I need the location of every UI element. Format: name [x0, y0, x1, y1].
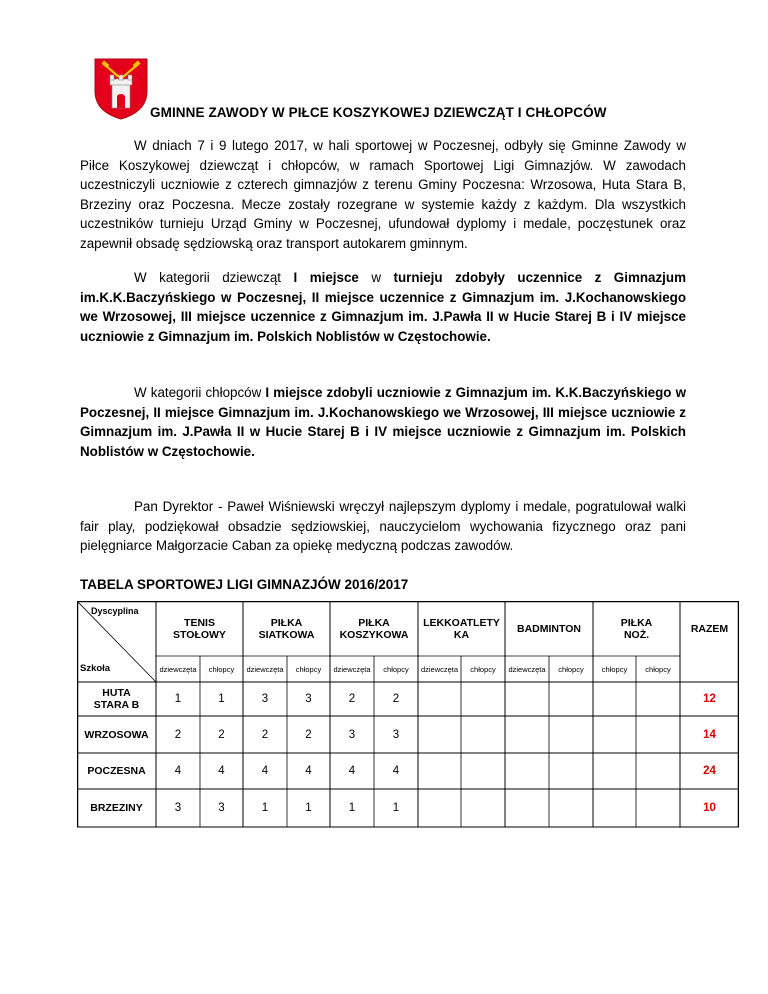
score-cell [505, 716, 549, 753]
sub-header-boys: chłopcy [208, 664, 235, 674]
score-cell: 2 [174, 728, 182, 741]
sub-header-girls: dziewczęta [246, 664, 284, 674]
score-cell [593, 789, 636, 827]
score-cell [418, 716, 461, 753]
score-cell: 4 [174, 765, 182, 777]
sub-header-boys: chłopcy [295, 664, 322, 674]
score-cell [593, 753, 636, 789]
discipline-header: BADMINTON [517, 622, 581, 635]
score-cell [505, 753, 549, 789]
score-cell: 1 [174, 693, 182, 705]
score-cell [549, 716, 593, 753]
score-cell: 4 [392, 765, 400, 777]
score-cell [593, 682, 636, 716]
discipline-header: LEKKOATLETY KA [423, 616, 500, 641]
score-cell: 4 [261, 765, 269, 777]
total-header: RAZEM [690, 622, 729, 635]
discipline-header: TENIS STOŁOWY [173, 616, 226, 641]
score-cell: 2 [348, 693, 356, 705]
score-cell: 2 [261, 728, 269, 741]
sub-header-boys: chłopcy [601, 664, 628, 674]
total-cell: 24 [703, 765, 716, 777]
corner-school-label: Szkoła [80, 663, 111, 674]
total-cell: 10 [703, 802, 716, 814]
paragraph-intro: W dniach 7 i 9 lutego 2017, w hali sportowej w Poczesnej, odbyły się Gminne Zawody w Piłce Koszykowej dziewcząt i chłopców, w ramach Sportowej Ligi Gimnazjów. W zawodach uczestniczyli uczniowie z czterech gimnazjów z terenu Gminy Poczesna: Wrzosowa, Huta Stara B, Brzeziny oraz Poczesna. Mecze zostały rozegrane w systemie każdy z każdym. Dla wszystkich uczestników turnieju Urząd Gminy w Poczesnej, ufundował dyplomy i medale, poczęstunek oraz zapewnił obsadę sędziowską oraz transport autokarem gminnym. [80, 138, 686, 251]
sub-header-boys: chłopcy [645, 664, 671, 674]
score-cell: 4 [218, 765, 225, 777]
sub-header-girls: dziewczęta [420, 664, 459, 674]
score-cell: 3 [218, 802, 225, 814]
coat-of-arms-icon [93, 57, 149, 121]
score-cell: 3 [392, 728, 400, 741]
corner-discipline-label: Dyscyplina [91, 606, 139, 616]
score-cell [461, 789, 505, 827]
score-cell: 1 [218, 693, 225, 705]
score-cell [549, 682, 593, 716]
score-cell [593, 716, 636, 753]
sub-header-girls: dziewczęta [333, 664, 371, 674]
paragraph-girls: W kategorii dziewcząt I miejsce w turnieju zdobyły uczennice z Gimnazjum im.K.K.Baczyńskiego w Poczesnej, II miejsce uczennice z Gimnazjum im. J.Kochanowskiego we Wrzosowej, III miejsce uczennice z Gimnazjum im. J.Pawła II w Hucie Starej B i IV miejsce uczniowie z Gimnazjum im. Polskich Noblistów w Częstochowie. [80, 270, 686, 344]
score-cell [505, 682, 549, 716]
school-name: WRZOSOWA [84, 728, 149, 741]
score-cell: 1 [348, 802, 356, 814]
score-cell: 1 [261, 802, 269, 814]
paragraph-director: Pan Dyrektor - Paweł Wiśniewski wręczył najlepszym dyplomy i medale, pogratulował walki fair play, podziękował obsadzie sędziowskiej, nauczycielom wychowania fizycznego oraz pani pielęgniarce Małgorzacie Caban za opiekę medyczną podczas zawodów. [80, 499, 686, 554]
table-title: TABELA SPORTOWEJ LIGI GIMNAZJÓW 2016/2017 [80, 577, 409, 592]
total-cell: 12 [703, 693, 716, 705]
sub-header-girls: dziewczęta [159, 664, 197, 674]
score-cell [461, 753, 505, 789]
score-cell [418, 789, 461, 827]
league-table [77, 601, 739, 851]
score-cell: 3 [174, 802, 182, 814]
score-cell: 2 [392, 693, 400, 705]
score-cell: 4 [305, 765, 312, 777]
score-cell [505, 789, 549, 827]
score-cell [461, 716, 505, 753]
score-cell: 3 [305, 693, 312, 705]
score-cell: 2 [305, 728, 312, 741]
sub-header-boys: chłopcy [470, 664, 496, 674]
score-cell: 2 [218, 728, 225, 741]
score-cell [549, 753, 593, 789]
discipline-header: PIŁKA NOŻ. [620, 616, 653, 641]
score-cell: 3 [348, 728, 356, 741]
discipline-header: PIŁKA KOSZYKOWA [339, 616, 409, 641]
score-cell: 4 [348, 765, 356, 777]
paragraph-boys: W kategorii chłopców I miejsce zdobyli uczniowie z Gimnazjum im. K.K.Baczyńskiego w Poczesnej, II miejsce Gimnazjum im. J.Kochanowskiego we Wrzosowej, III miejsce uczniowie z Gimnazjum im. J.Pawła II w Hucie Starej B i IV miejsce uczniowie z Gimnazjum im. Polskich Noblistów w Częstochowie. [80, 385, 686, 459]
sub-header-boys: chłopcy [383, 664, 409, 674]
page-title: GMINNE ZAWODY W PIŁCE KOSZYKOWEJ DZIEWCZĄT I CHŁOPCÓW [150, 105, 607, 120]
score-cell: 3 [261, 693, 269, 705]
school-name: BRZEZINY [90, 802, 143, 814]
score-cell: 1 [392, 802, 400, 814]
total-cell: 14 [703, 728, 716, 741]
score-cell [549, 789, 593, 827]
sub-header-boys: chłopcy [558, 664, 584, 674]
school-name: POCZESNA [87, 765, 146, 777]
sub-header-girls: dziewczęta [508, 664, 546, 674]
score-cell [461, 682, 505, 716]
discipline-header: PIŁKA SIATKOWA [258, 616, 315, 641]
school-name: HUTA STARA B [93, 687, 140, 711]
score-cell: 1 [305, 802, 312, 814]
score-cell [418, 753, 461, 789]
score-cell [418, 682, 461, 716]
